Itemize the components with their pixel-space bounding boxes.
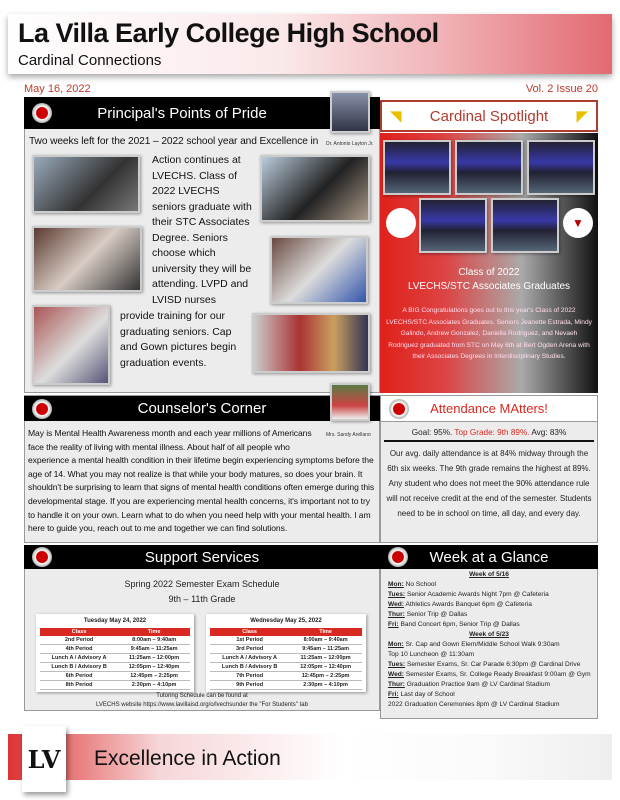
week-day: Fri:: [388, 691, 399, 698]
table-cell: 12:05pm – 12:40pm: [118, 663, 190, 672]
week-item: [380, 670, 598, 680]
week-item: [380, 610, 598, 620]
counselor-header: [24, 396, 380, 421]
week-item: [380, 700, 598, 710]
table-cell: 12:05pm – 12:40pm: [289, 663, 362, 672]
week-day: Wed:: [388, 671, 404, 678]
counselor-text: May is Mental Health Awareness month and each year millions of Americans face the reality of living with mental illness. About half of all people who experience a mental health condition in their lifetime begin experiencing symptoms before the age of 14. What you may not realize is that while your body matures, so does your brain. It shouldn't be surprising to learn that signs of mental health conditions often emerge during this developmental stage. If you are experiencing mental health concerns, it's important not to try to handle it on your own. Learn what to do when you need help with your mental health. I am here to guide you, reach out to me and together we can find solutions.: [28, 428, 375, 534]
table-header: Class: [40, 628, 118, 636]
week-event: 2022 Graduation Ceremonies 8pm @ LV Cardinal Stadium: [388, 701, 560, 708]
cardinal-icon: [32, 103, 52, 123]
spotlight-icon: ◥: [390, 108, 402, 125]
week-day: Tues:: [388, 591, 406, 598]
table-cell: 7th Period: [210, 672, 289, 681]
table-cell: 9:45am – 11:25am: [118, 645, 190, 654]
top-grade-stat: Top Grade: 9th 89%.: [454, 428, 530, 437]
cap-gown-photo: [252, 313, 370, 373]
week-item: [380, 690, 598, 700]
spotlight-header: [380, 100, 598, 132]
week-item: [380, 680, 598, 690]
week-day: Thur:: [388, 611, 405, 618]
table-row: [210, 672, 362, 681]
ceremony-photo: [419, 198, 487, 253]
table-row: [40, 654, 190, 663]
counselor-text-block: [28, 427, 378, 536]
exam-table-wednesday: [206, 614, 366, 692]
table-cell: 8th Period: [40, 681, 118, 690]
table-row: [210, 636, 362, 645]
table-cell: 4th Period: [40, 645, 118, 654]
week-event: Graduation Practice 9am @ LV Cardinal Stadium: [406, 681, 550, 688]
attendance-header: [380, 395, 598, 422]
week-event: Athletics Awards Banquet 6pm @ Cafeteria: [405, 601, 532, 608]
lavilla-logo: ▼: [563, 208, 593, 238]
signing-photo: [270, 236, 368, 304]
week-item: [380, 620, 598, 630]
week-item: [380, 590, 598, 600]
table-row: [40, 672, 190, 681]
week-item: [380, 660, 598, 670]
table-cell: 8:00am – 9:40am: [118, 636, 190, 645]
week-item: [380, 580, 598, 590]
cardinal-icon: [388, 547, 408, 567]
school-title: La Villa Early College High School: [18, 18, 439, 48]
table-cell: Lunch A / Advisory A: [40, 654, 118, 663]
table-cell: 12:45pm – 2:25pm: [118, 672, 190, 681]
table-row: [40, 636, 190, 645]
tutoring-note-1: Tutoring Schedule can be found at: [156, 693, 248, 699]
table-cell: 1st Period: [210, 636, 289, 645]
week-day: Tues:: [388, 661, 406, 668]
spotlight-heading: [380, 266, 598, 294]
ceremony-photo: [383, 140, 451, 195]
counselor-photo: [330, 383, 370, 421]
table-title: Wednesday May 25, 2022: [250, 618, 322, 624]
issue-number: Vol. 2 Issue 20: [525, 83, 598, 95]
attendance-stats: [384, 428, 594, 442]
table-cell: 8:00am – 9:40am: [289, 636, 362, 645]
week-event: Senior Academic Awards Night 7pm @ Cafeteria: [406, 591, 549, 598]
principal-text-mid: Action continues at LVECHS. Class of 2022 LVECHS seniors graduate with their STC Associates Degree. Seniors choose which university they will be attending. LVPD and LVISD nurses: [152, 154, 252, 306]
ceremony-photo: [491, 198, 559, 253]
week-event: No School: [405, 581, 437, 588]
counselor-caption: Mrs. Sandy Arellano: [326, 432, 371, 438]
lv-logo: LV: [22, 726, 66, 792]
ceremony-photo: [527, 140, 595, 195]
week-event: Sr. Cap and Gown Elem/Middle School Walk 9:30am: [405, 641, 560, 648]
principal-photo: [330, 91, 370, 133]
exam-heading: [24, 577, 380, 607]
week-event: Senior Trip @ Dallas: [406, 611, 468, 618]
week-list: [380, 570, 598, 710]
table-cell: 2:30pm – 4:10pm: [289, 681, 362, 690]
week-event: Semester Exams, Sr. College Ready Breakfast 9:00am @ Gym: [405, 671, 591, 678]
section-title: Attendance MAtters!: [430, 401, 548, 416]
spotlight-body: A BIG Congratulations goes out to this year's Class of 2022 LVECHS/STC Associates Graduates. Seniors Jeanette Estrada, Mindy Galindo, Andrew Gonzalez, Daniella Rodriguez, and Nevaeh Rodriguez graduated from STC on May 6th at Bert Ogden Arena with their Associates Degrees in Interdisciplinary Studies.: [386, 307, 592, 361]
graduation-photo: [32, 155, 140, 213]
week-event: Semester Exams, Sr. Car Parade 6:30pm @ Cardinal Drive: [406, 661, 581, 668]
footer-slogan: Excellence in Action: [94, 747, 281, 770]
attendance-text: Our avg. daily attendance is at 84% midway through the 6th six weeks. The 9th grade remains the highest at 89%. Any student who does not meet the 90% attendance rule will not receive credit at the end of the semester. Students need to be in school on time, all day, and every day.: [386, 449, 592, 518]
average-stat: Avg: 83%: [531, 428, 567, 437]
goal-stat: Goal: 95%.: [411, 428, 453, 437]
newsletter-subtitle: Cardinal Connections: [18, 52, 162, 69]
table-cell: 2:30pm – 4:10pm: [118, 681, 190, 690]
table-cell: 6th Period: [40, 672, 118, 681]
principal-text-top: Two weeks left for the 2021 – 2022 school year and Excellence in: [29, 136, 319, 147]
table-header: Time: [289, 628, 362, 636]
table-row: [210, 654, 362, 663]
table-header: Class: [210, 628, 289, 636]
table-row: [40, 663, 190, 672]
table-row: [40, 681, 190, 690]
table-cell: 9:45am – 11:25am: [289, 645, 362, 654]
table-cell: Lunch B / Advisory B: [210, 663, 289, 672]
table-cell: 2nd Period: [40, 636, 118, 645]
exam-table-tuesday: [36, 614, 194, 692]
week-day: Wed:: [388, 601, 404, 608]
section-title: Support Services: [144, 548, 260, 566]
table-row: [210, 663, 362, 672]
week-item: [380, 640, 598, 650]
principal-text-bottom: provide training for our graduating seniors. Cap and Gown pictures begin graduation events.: [120, 310, 237, 369]
table-cell: 11:25am – 12:00pm: [118, 654, 190, 663]
cardinal-icon: [32, 399, 52, 419]
table-row: [40, 645, 190, 654]
week-item: [380, 650, 598, 660]
week-event: Band Concert 6pm, Senior Trip @ Dallas: [400, 621, 520, 628]
issue-date: May 16, 2022: [24, 83, 91, 95]
stc-logo: [386, 208, 416, 238]
exam-table: [210, 628, 362, 690]
tutoring-note: [24, 692, 380, 710]
section-title: Counselor's Corner: [137, 400, 267, 417]
principal-caption: Dr. Antonio Layton Jr.: [326, 141, 374, 147]
spotlight-heading-2: LVECHS/STC Associates Graduates: [407, 281, 571, 292]
table-cell: 9th Period: [210, 681, 289, 690]
week-label: Week of 5/16: [469, 571, 509, 578]
exam-heading-1: Spring 2022 Semester Exam Schedule: [124, 579, 280, 589]
graduation-photo: [260, 155, 370, 222]
week-day: Mon:: [388, 641, 404, 648]
week-day: Thur:: [388, 681, 405, 688]
week-event: Top 10 Luncheon @ 11:30am: [388, 651, 475, 658]
exam-heading-2: 9th – 11th Grade: [168, 594, 236, 604]
signing-photo: [32, 226, 142, 292]
table-cell: 11:25am – 12:00pm: [289, 654, 362, 663]
week-event: Last day of School: [400, 691, 455, 698]
section-title: Week at a Glance: [429, 548, 549, 566]
cardinal-icon: [32, 547, 52, 567]
table-cell: 12:45pm – 2:25pm: [289, 672, 362, 681]
principal-header: [24, 97, 380, 129]
table-title: Tuesday May 24, 2022: [83, 618, 147, 624]
training-photo: [32, 305, 110, 385]
table-row: [210, 645, 362, 654]
week-label: Week of 5/23: [469, 631, 509, 638]
week-day: Mon:: [388, 581, 404, 588]
ceremony-photo: [455, 140, 523, 195]
masthead: [8, 14, 612, 74]
table-cell: 3rd Period: [210, 645, 289, 654]
table-cell: Lunch A / Advisory A: [210, 654, 289, 663]
section-title: Cardinal Spotlight: [429, 107, 549, 125]
exam-table: [40, 628, 190, 690]
week-item: [380, 600, 598, 610]
table-cell: Lunch B / Advisory B: [40, 663, 118, 672]
support-header: [24, 545, 380, 569]
cardinal-icon: [389, 399, 409, 419]
section-title: Principal's Points of Pride: [97, 104, 267, 122]
spotlight-heading-1: Class of 2022: [458, 267, 520, 278]
table-row: [210, 681, 362, 690]
week-header: [380, 545, 598, 569]
tutoring-link[interactable]: LVECHS website https://www.lavillaisd.org/o/lvechsunder the "For Students" tab: [96, 702, 308, 708]
table-header: Time: [118, 628, 190, 636]
week-day: Fri:: [388, 621, 399, 628]
spotlight-icon: ◤: [576, 108, 588, 125]
